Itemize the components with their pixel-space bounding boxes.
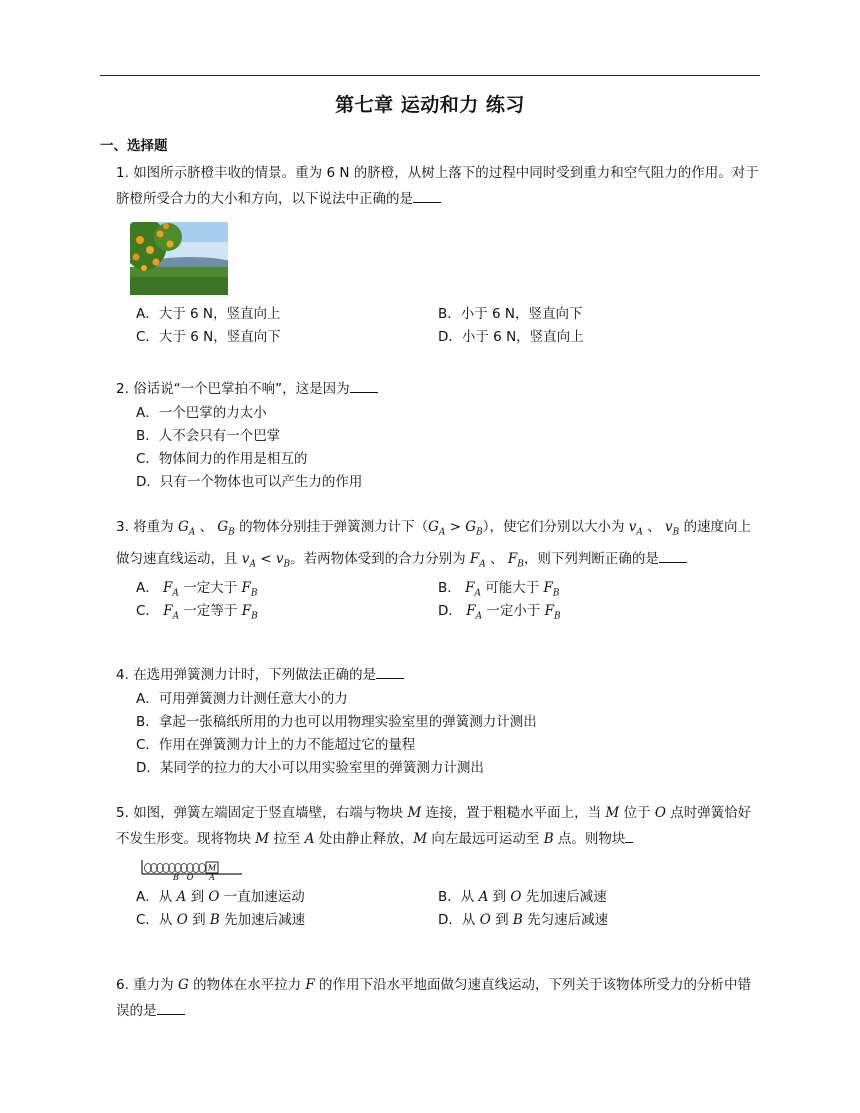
option-a[interactable]: A．可用弹簧测力计测任意大小的力 (136, 691, 348, 707)
question-number: 6. (116, 977, 129, 993)
options (136, 688, 764, 780)
answer-blank (625, 828, 633, 843)
answer-blank (350, 378, 378, 393)
option-c[interactable]: C．大于 6 N，竖直向下 (136, 329, 281, 345)
question-number: 1. (116, 165, 129, 181)
question-6 (116, 972, 764, 1024)
answer-blank (376, 664, 404, 679)
answer-blank (413, 188, 441, 203)
option-c[interactable]: C．从 O 到 B 先加速后减速 (136, 912, 306, 928)
question-text: 3. 将重为 $G_A$ 、 $G_B$ 的物体分别挂于弹簧测力计下$(G_A > G_B)$，使它们分别以大小为 $v_A$ 、 $v_B$ 的速度向上做匀速直线运动，且 $v_A < v_B$。若两物体受到的合力分别为 $F_A$ 、 $F_B$，则下列判断正确的是 (116, 519, 752, 570)
question-3 (116, 514, 764, 623)
question-text: 5. 如图，弹簧左端固定于竖直墙壁，右端与物块 M 连接，置于粗糙水平面上，当 M 位于 O 点时弹簧恰好不发生形变。现将物块 M 拉至 A 处由静止释放，M 向左最远可运动至 B 点。则物块 (116, 805, 752, 847)
orange-orchard-image (130, 222, 228, 295)
answer-blank (659, 548, 687, 563)
question-1 (116, 160, 764, 349)
spring-block-diagram (140, 858, 244, 880)
question-text: 6. 重力为 G 的物体在水平拉力 F 的作用下沿水平地面做匀速直线运动，下列关于该物体所受力的分析中错误的是 (116, 977, 752, 1019)
question-text: 俗话说“一个巴掌拍不响”，这是因为 (133, 381, 350, 397)
question-4 (116, 662, 764, 780)
option-c[interactable]: C． $F_A$ 一定等于 $F_B$ (136, 603, 258, 623)
option-d[interactable]: D．只有一个物体也可以产生力的作用 (136, 474, 363, 490)
label-a: A (209, 873, 215, 880)
label-b: B (173, 873, 179, 880)
options (136, 402, 764, 494)
option-d[interactable]: D．从 O 到 B 先匀速后减速 (438, 912, 609, 928)
question-text: 如图所示脐橙丰收的情景。重为 6 N 的脐橙，从树上落下的过程中同时受到重力和空气阻力的作用。对于脐橙所受合力的大小和方向，以下说法中正确的是 (116, 165, 759, 207)
option-b[interactable]: B．从 A 到 O 先加速后减速 (438, 889, 607, 905)
option-b[interactable]: B．拿起一张稿纸所用的力也可以用物理实验室里的弹簧测力计测出 (136, 714, 537, 730)
page-title: 第七章 运动和力 练习 (335, 94, 525, 116)
answer-blank (157, 1000, 185, 1015)
options (136, 886, 764, 932)
label-o: O (186, 873, 194, 880)
option-b[interactable]: B．人不会只有一个巴掌 (136, 428, 281, 444)
option-d[interactable]: D． $F_A$ 一定小于 $F_B$ (438, 603, 561, 623)
section-heading: 一、选择题 (100, 138, 168, 154)
options (136, 577, 764, 623)
question-number: 3. (116, 519, 129, 535)
option-a[interactable]: A．大于 6 N，竖直向上 (136, 306, 281, 322)
option-d[interactable]: D．某同学的拉力的大小可以用实验室里的弹簧测力计测出 (136, 760, 484, 776)
option-b[interactable]: B． $F_A$ 可能大于 $F_B$ (438, 580, 560, 600)
option-a[interactable]: A．从 A 到 O 一直加速运动 (136, 889, 305, 905)
option-d[interactable]: D．小于 6 N，竖直向上 (438, 329, 584, 345)
question-2 (116, 376, 764, 494)
question-number: 2. (116, 381, 129, 397)
option-c[interactable]: C．作用在弹簧测力计上的力不能超过它的量程 (136, 737, 416, 753)
question-number: 4. (116, 667, 129, 683)
question-number: 5. (116, 805, 129, 821)
options (136, 303, 764, 349)
label-m: M (207, 863, 217, 873)
option-c[interactable]: C．物体间力的作用是相互的 (136, 451, 308, 467)
option-b[interactable]: B．小于 6 N，竖直向下 (438, 306, 583, 322)
question-5 (116, 800, 764, 932)
option-a[interactable]: A． $F_A$ 一定大于 $F_B$ (136, 580, 258, 600)
top-rule (100, 75, 760, 76)
question-text: 在选用弹簧测力计时，下列做法正确的是 (133, 667, 377, 683)
option-a[interactable]: A．一个巴掌的力太小 (136, 405, 267, 421)
